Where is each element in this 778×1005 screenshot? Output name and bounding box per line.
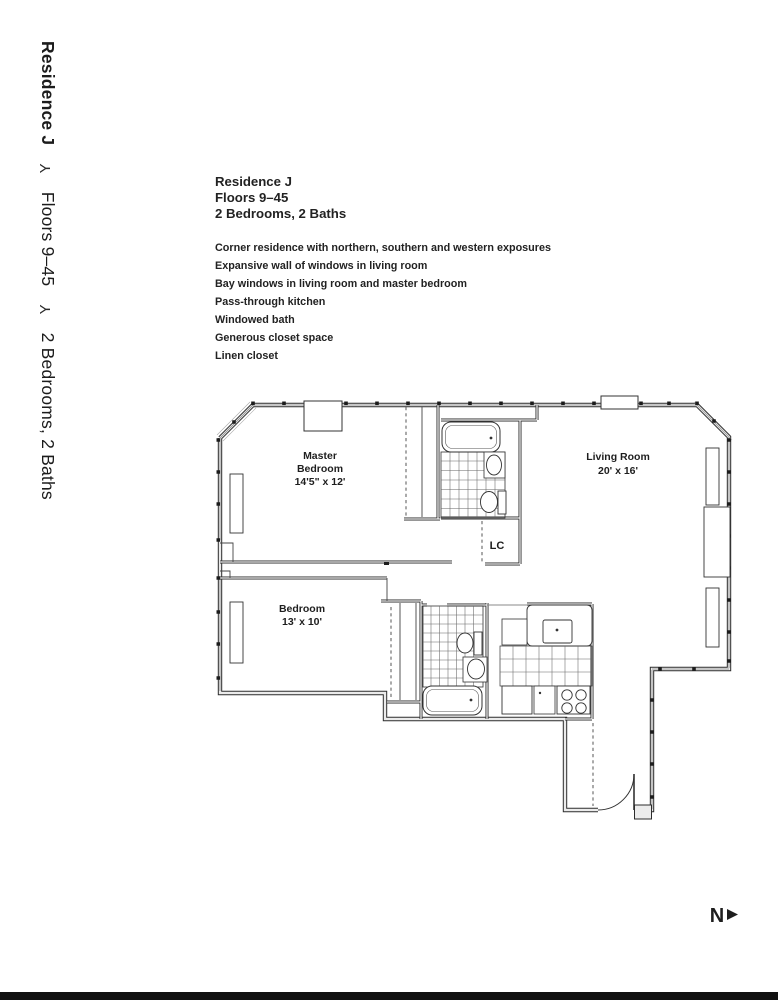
sidebar-residence-label: Residence J (38, 41, 58, 146)
fridge-icon (502, 686, 532, 714)
master-bay-window (304, 401, 342, 431)
north-arrow (710, 905, 738, 927)
door-swing-arc (598, 774, 634, 810)
bedbath-subtitle: 2 Bedrooms, 2 Baths (215, 206, 347, 221)
window-seat (706, 448, 719, 505)
entry-door (598, 774, 652, 819)
master-wardrobe (230, 474, 243, 533)
branch-separator-icon: Y (37, 304, 54, 315)
master-bath (441, 422, 506, 518)
bathtub-icon (423, 686, 482, 715)
master-bedroom-label: Bedroom (296, 463, 344, 475)
cabinet (502, 619, 527, 645)
kitchen-floor-grid (500, 646, 592, 686)
bedroom-dims: 13' x 10' (281, 616, 323, 628)
feature-item: Pass-through kitchen (215, 296, 326, 308)
master-bedroom-label: Master (303, 450, 337, 462)
second-bath (423, 606, 487, 715)
bedroom-wardrobe (230, 602, 243, 663)
bedroom-label: Bedroom (278, 603, 326, 615)
feature-item: Generous closet space (215, 332, 334, 344)
feature-item: Linen closet (215, 350, 278, 362)
master-bedroom-dims: 14'5" x 12' (294, 476, 346, 488)
window-seat (704, 507, 730, 577)
feature-item: Corner residence with northern, southern and western exposures (215, 242, 551, 254)
toilet-icon (498, 491, 506, 514)
door-jamb (635, 805, 652, 819)
sidebar-bedbath-label: 2 Bedrooms, 2 Baths (38, 332, 58, 500)
feature-item: Bay windows in living room and master bedroom (215, 278, 467, 290)
toilet-icon (474, 632, 482, 655)
living-room-bay-window (601, 396, 638, 409)
counter (534, 686, 555, 714)
window-seat (706, 588, 719, 647)
kitchen-sink-icon (543, 620, 572, 643)
floors-subtitle: Floors 9–45 (215, 190, 289, 205)
footer-bar (0, 992, 778, 1000)
living-room-label: Living Room (586, 451, 650, 463)
residence-title: Residence J (215, 174, 292, 189)
north-arrow-icon (727, 909, 738, 920)
living-room-dims: 20' x 16' (597, 465, 639, 477)
feature-item: Expansive wall of windows in living room (215, 260, 428, 272)
north-label: N (709, 905, 725, 927)
sidebar-floors-label: Floors 9–45 (38, 191, 58, 287)
linen-closet-label: LC (489, 540, 505, 552)
kitchen (500, 605, 592, 714)
branch-separator-icon: Y (37, 163, 54, 174)
feature-item: Windowed bath (215, 314, 295, 326)
